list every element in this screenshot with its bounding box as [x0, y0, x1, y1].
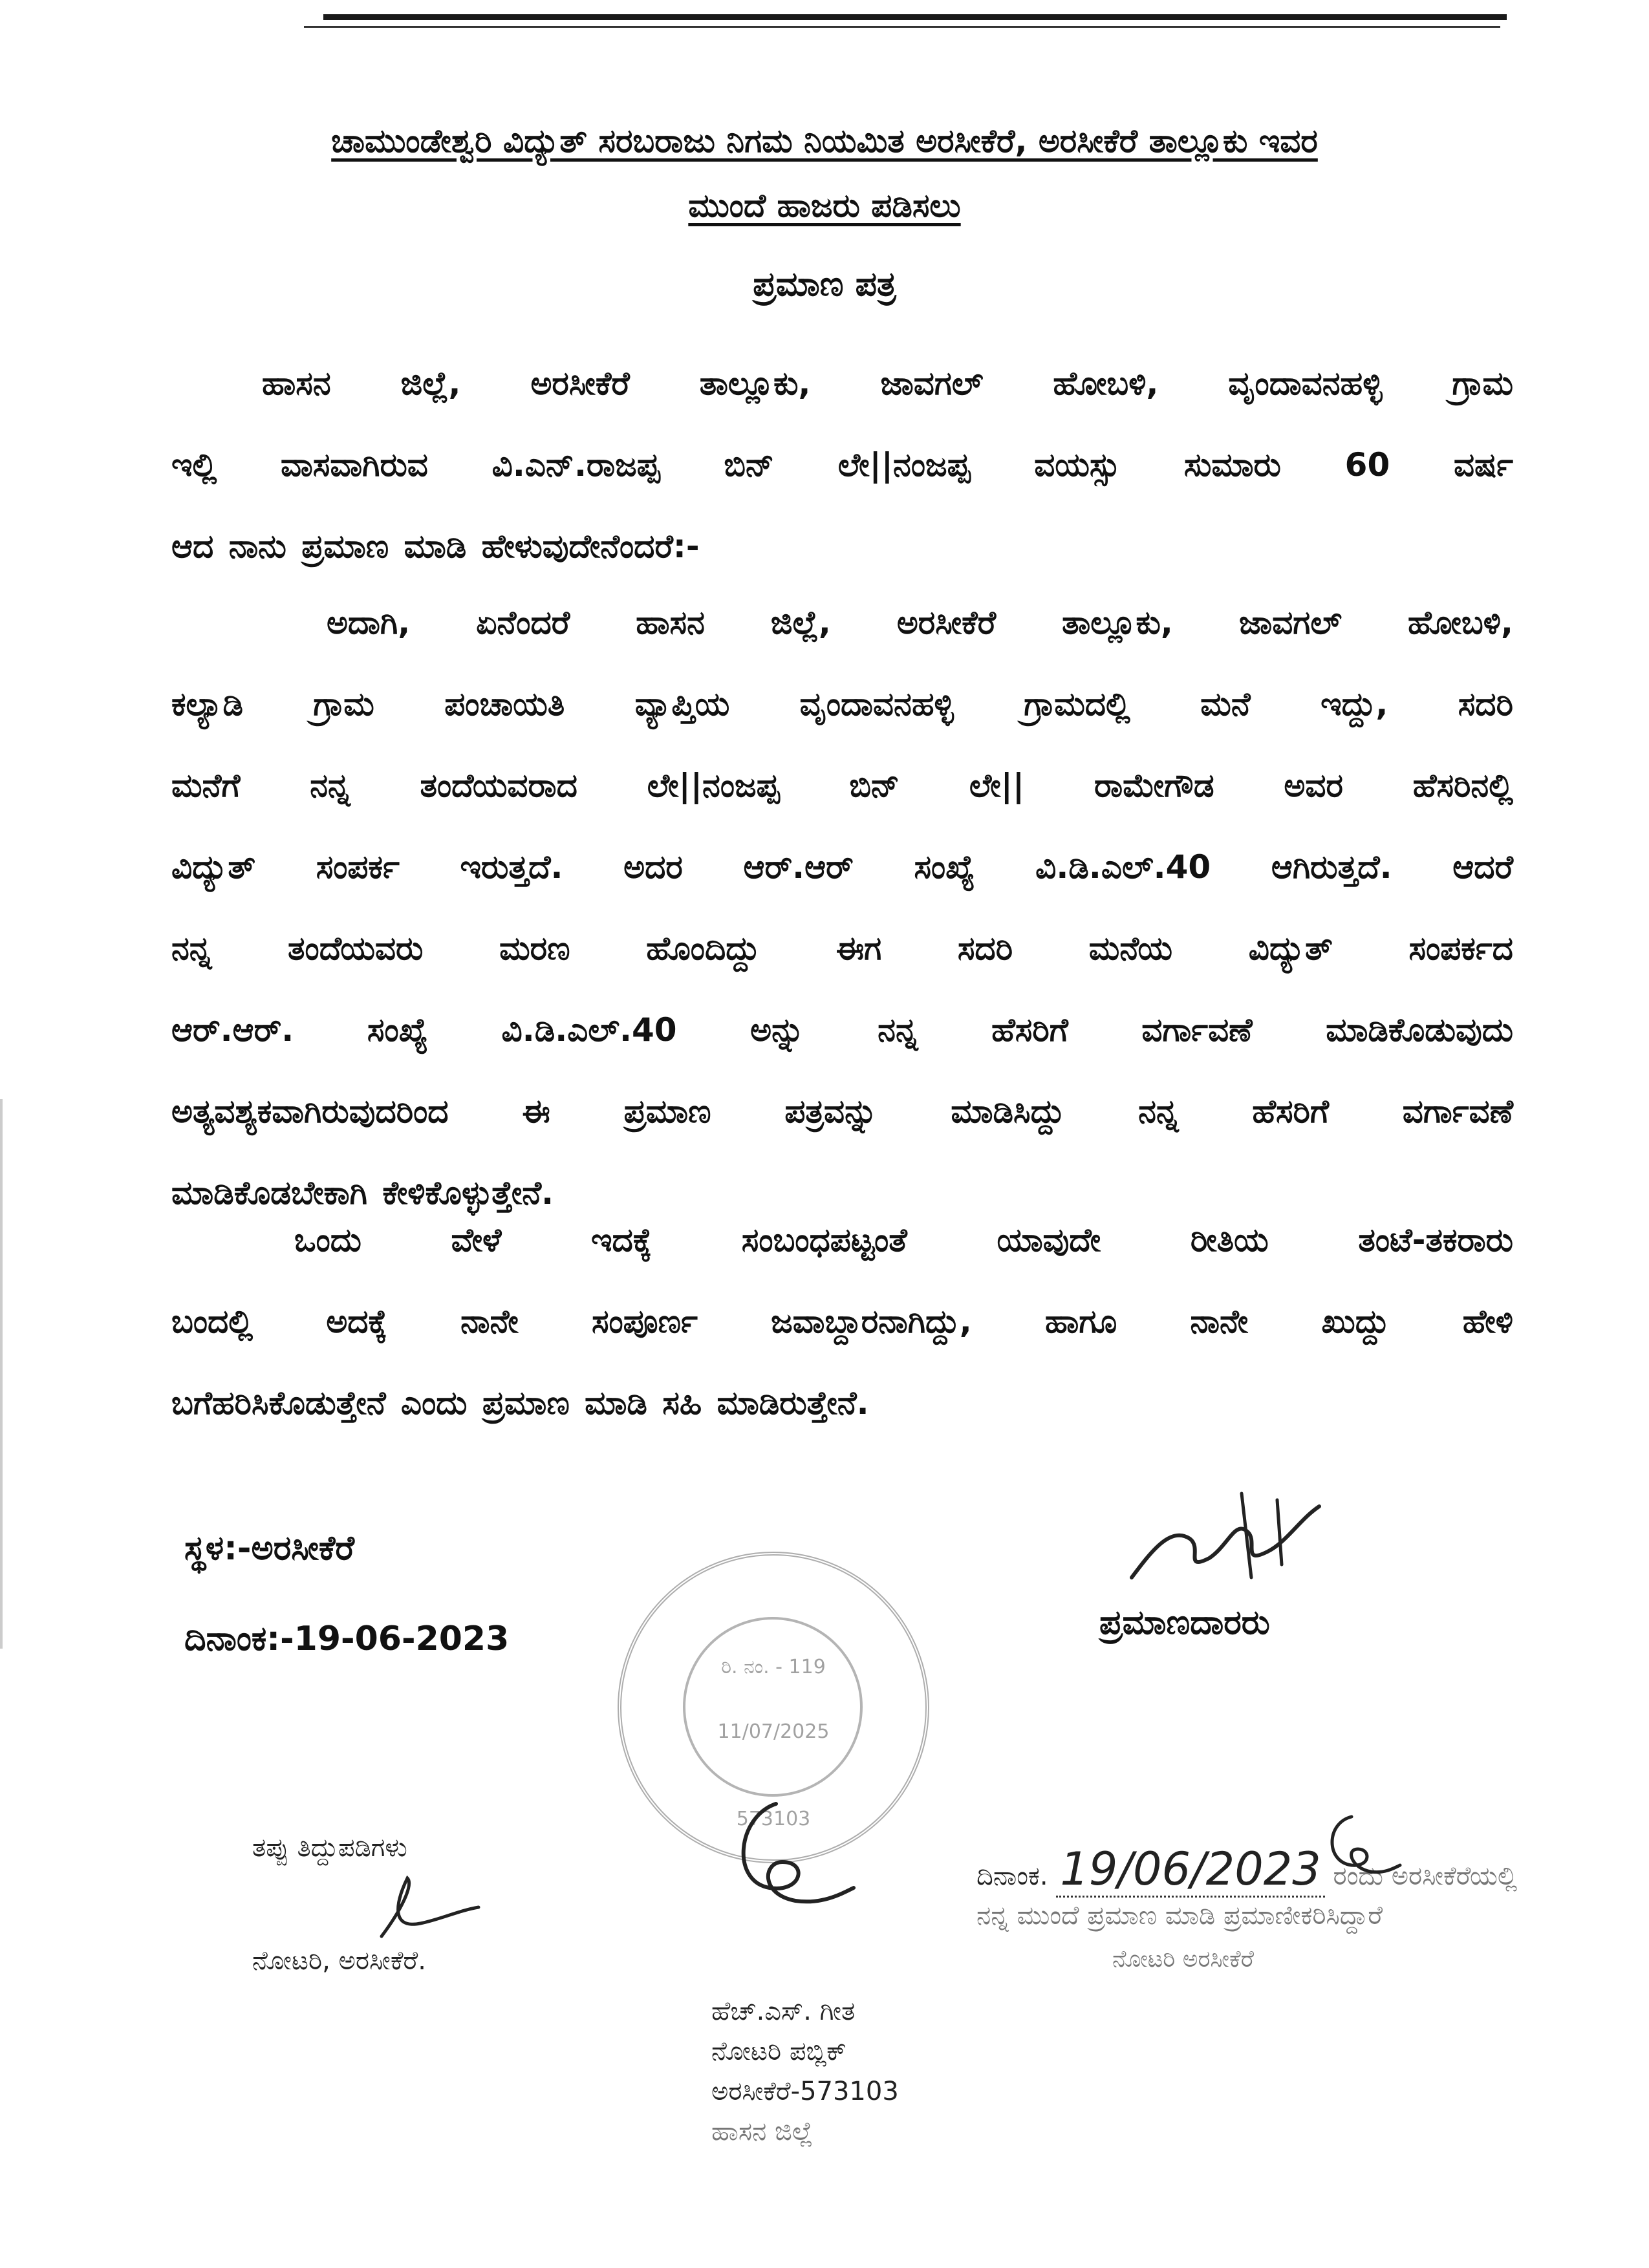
notary-place-note: ನೋಟರಿ, ಅರಸೀಕೆರೆ.: [252, 1946, 426, 1976]
paragraph-1-line: ಇಲ್ಲಿ ವಾಸವಾಗಿರುವ ವಿ.ಎನ್.ರಾಜಪ್ಪ ಬಿನ್ ಲೇ||ನಂಜಪ್ಪ ವಯಸ್ಸು ಸುಮಾರು 60 ವರ್ಷ: [171, 446, 1513, 484]
corrections-initials: [362, 1872, 485, 1949]
paragraph-2-line: ವಿದ್ಯುತ್ ಸಂಪರ್ಕ ಇರುತ್ತದೆ. ಅದರ ಆರ್.ಆರ್ ಸಂಖ್ಯೆ ವಿ.ಡಿ.ಎಲ್.40 ಆಗಿರುತ್ತದೆ. ಆದರೆ: [171, 848, 1513, 886]
paragraph-2-line: ಮಾಡಿಕೊಡಬೇಕಾಗಿ ಕೇಳಿಕೊಳ್ಳುತ್ತೇನೆ.: [171, 1174, 554, 1212]
seal-reg-no: ರಿ. ನಂ. - 119: [721, 1656, 826, 1678]
notary-title: ನೋಟರಿ ಪಬ್ಲಿಕ್: [711, 2037, 847, 2066]
paragraph-2: [171, 582, 1513, 1234]
paragraph-2-line: ಕಲ್ಯಾಡಿ ಗ್ರಾಮ ಪಂಚಾಯತಿ ವ್ಯಾಪ್ತಿಯ ವೃಂದಾವನಹಳ್ಳಿ ಗ್ರಾಮದಲ್ಲಿ ಮನೆ ಇದ್ದು, ಸದರಿ: [171, 685, 1513, 723]
paragraph-3-line: ಒಂದು ವೇಳೆ ಇದಕ್ಕೆ ಸಂಬಂಧಪಟ್ಟಂತೆ ಯಾವುದೇ ರೀತಿಯ ತಂಟೆ-ತಕರಾರು: [294, 1221, 1513, 1259]
paragraph-3-line: ಬಗೆಹರಿಸಿಕೊಡುತ್ತೇನೆ ಎಂದು ಪ್ರಮಾಣ ಮಾಡಿ ಸಹಿ ಮಾಡಿರುತ್ತೇನೆ.: [171, 1384, 869, 1422]
notary-signature: [698, 1791, 867, 1914]
paragraph-2-line: ನನ್ನ ತಂದೆಯವರು ಮರಣ ಹೊಂದಿದ್ದು ಈಗ ಸದರಿ ಮನೆಯ ವಿದ್ಯುತ್ ಸಂಪರ್ಕದ: [171, 930, 1513, 967]
paragraph-1-line: ಹಾಸನ ಜಿಲ್ಲೆ, ಅರಸೀಕೆರೆ ತಾಲ್ಲೂಕು, ಜಾವಗಲ್ ಹೋಬಳಿ, ವೃಂದಾವನಹಳ್ಳಿ ಗ್ರಾಮ: [262, 365, 1513, 402]
heading-line-1: ಚಾಮುಂಡೇಶ್ವರಿ ವಿದ್ಯುತ್ ಸರಬರಾಜು ನಿಗಮ ನಿಯಮಿತ ಅರಸೀಕೆರೆ, ಅರಸೀಕೆರೆ ತಾಲ್ಲೂಕು ಇವರ: [331, 122, 1318, 160]
paragraph-2-line: ಮನೆಗೆ ನನ್ನ ತಂದೆಯವರಾದ ಲೇ||ನಂಜಪ್ಪ ಬಿನ್ ಲೇ|| ರಾಮೇಗೌಡ ಅವರ ಹೆಸರಿನಲ್ಲಿ: [171, 767, 1513, 804]
sworn-note-suffix: ರಂದು ಅರಸೀಕೆರೆಯಲ್ಲಿ: [1333, 1861, 1518, 1891]
scan-edge: [0, 1099, 3, 1649]
paragraph-3-line: ಬಂದಲ್ಲಿ ಅದಕ್ಕೆ ನಾನೇ ಸಂಪೂರ್ಣ ಜವಾಬ್ದಾರನಾಗಿದ್ದು, ಹಾಗೂ ನಾನೇ ಖುದ್ದು ಹೇಳಿ: [171, 1303, 1513, 1340]
corrections-note: ತಪ್ಪು ತಿದ್ದುಪಡಿಗಳು: [252, 1833, 407, 1863]
deponent-signature: [1112, 1481, 1332, 1610]
place-line: ಸ್ಥಳ:-ಅರಸೀಕೆರೆ: [184, 1529, 354, 1568]
top-border-line: [323, 14, 1507, 20]
document-title: ಪ್ರಮಾಣ ಪತ್ರ: [753, 265, 896, 304]
sworn-note-line-3: ನೋಟರಿ ಅರಸೀಕೆರೆ: [1112, 1946, 1255, 1973]
sworn-note-line-1: [976, 1843, 1517, 1896]
sworn-note-prefix: ದಿನಾಂಕ.: [976, 1861, 1048, 1891]
top-border-line-thin: [304, 26, 1500, 28]
notary-address-block: [711, 1991, 899, 2152]
notary-name: ಹೆಚ್.ಎಸ್. ಗೀತ: [711, 1996, 856, 2026]
paragraph-2-line: ಆರ್.ಆರ್. ಸಂಖ್ಯೆ ವಿ.ಡಿ.ಎಲ್.40 ಅನ್ನು ನನ್ನ ಹೆಸರಿಗೆ ವರ್ಗಾವಣೆ ಮಾಡಿಕೊಡುವುದು: [171, 1011, 1513, 1049]
deponent-label: ಪ್ರಮಾಣದಾರರು: [1099, 1603, 1270, 1642]
seal-pin: 573103: [736, 1808, 811, 1830]
paragraph-2-line: ಅತ್ಯವಶ್ಯಕವಾಗಿರುವುದರಿಂದ ಈ ಪ್ರಮಾಣ ಪತ್ರವನ್ನು ಮಾಡಿಸಿದ್ದು ನನ್ನ ಹೆಸರಿಗೆ ವರ್ಗಾವಣೆ: [171, 1093, 1513, 1130]
paragraph-2-line: ಅದಾಗಿ, ಏನೆಂದರೆ ಹಾಸನ ಜಿಲ್ಲೆ, ಅರಸೀಕೆರೆ ತಾಲ್ಲೂಕು, ಜಾವಗಲ್ ಹೋಬಳಿ,: [327, 604, 1513, 641]
seal-expiry: 11/07/2025: [717, 1720, 830, 1743]
sworn-note-initials: [1306, 1804, 1403, 1881]
paragraph-1-line: ಆದ ನಾನು ಪ್ರಮಾಣ ಮಾಡಿ ಹೇಳುವುದೇನೆಂದರೆ:-: [171, 528, 700, 565]
paragraph-3: [171, 1199, 1513, 1444]
sworn-note-date: 19/06/2023: [1056, 1843, 1324, 1898]
sworn-note-line-2: ನನ್ನ ಮುಂದೆ ಪ್ರಮಾಣ ಮಾಡಿ ಪ್ರಮಾಣೀಕರಿಸಿದ್ದಾರೆ: [976, 1901, 1383, 1931]
date-line: ದಿನಾಂಕ:-19-06-2023: [184, 1620, 510, 1658]
notary-district: ಹಾಸನ ಜಿಲ್ಲೆ: [711, 2117, 814, 2146]
paragraph-1: [171, 343, 1513, 587]
notary-place: ಅರಸೀಕೆರೆ-573103: [711, 2077, 899, 2106]
heading-line-2: ಮುಂದೆ ಹಾಜರು ಪಡಿಸಲು: [688, 187, 961, 224]
notary-seal-inner-ring: [683, 1617, 863, 1797]
